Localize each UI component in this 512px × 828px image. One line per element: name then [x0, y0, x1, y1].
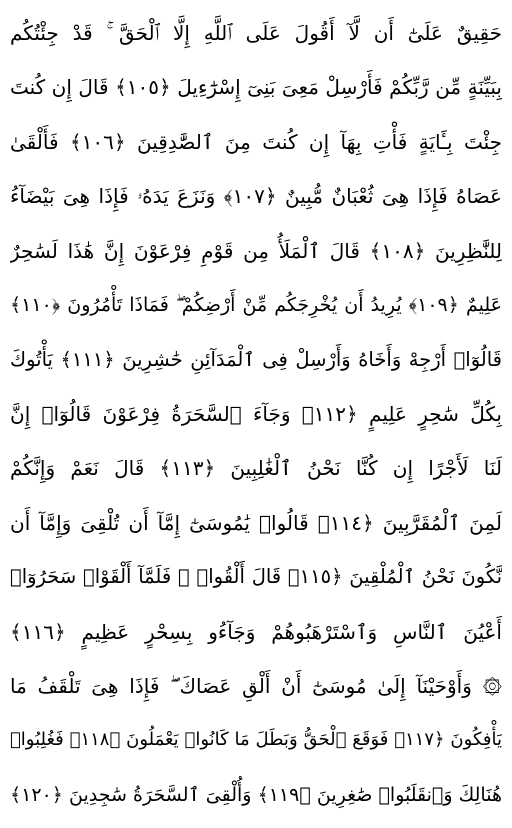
text-line-7: قَالُوٓا۟ أَرْجِهْ وَأَخَاهُ وَأَرْسِلْ فِى ٱلْمَدَآئِنِ حَٰشِرِينَ ﴿١١١﴾ يَأْتُوكَ	[10, 347, 502, 371]
text-line-12: أَعْيُنَ ٱلنَّاسِ وَٱسْتَرْهَبُوهُمْ وَجَآءُو بِسِحْرٍ عَظِيمٍ ﴿١١٦﴾	[10, 619, 502, 644]
text-line-1: حَقِيقٌ عَلَىٰٓ أَن لَّآ أَقُولَ عَلَى ٱللَّهِ إِلَّا ٱلْحَقَّ ۚ قَدْ جِئْتُكُم	[10, 21, 502, 45]
text-line-5: لِلنَّٰظِرِينَ ﴿١٠٨﴾ قَالَ ٱلْمَلَأُ مِن قَوْمِ فِرْعَوْنَ إِنَّ هَٰذَا لَسَٰحِرٌ	[10, 238, 502, 263]
text-line-13: ۞ وَأَوْحَيْنَآ إِلَىٰ مُوسَىٰٓ أَنْ أَلْقِ عَصَاكَ ۖ فَإِذَا هِىَ تَلْقَفُ مَا	[10, 674, 502, 699]
text-line-11: نَّكُونَ نَحْنُ ٱلْمُلْقِينَ ﴿١١٥﴾ قَالَ أَلْقُوا۟ ۖ فَلَمَّآ أَلْقَوْا۟ سَحَرُوٓا۟	[10, 565, 502, 589]
text-line-2: بِبَيِّنَةٍ مِّن رَّبِّكُمْ فَأَرْسِلْ مَعِىَ بَنِىٓ إِسْرَٰٓءِيلَ ﴿١٠٥﴾ قَالَ إِن كُنتَ	[10, 75, 502, 100]
text-line-10: لَمِنَ ٱلْمُقَرَّبِينَ ﴿١١٤﴾ قَالُوا۟ يَٰمُوسَىٰٓ إِمَّآ أَن تُلْقِىَ وَإِمَّآ أَن	[10, 510, 502, 535]
text-line-6: عَلِيمٌ ﴿١٠٩﴾ يُرِيدُ أَن يُخْرِجَكُم مِّنْ أَرْضِكُمْ ۖ فَمَاذَا تَأْمُرُونَ ﴿١١٠﴾	[10, 294, 502, 317]
mushaf-page	[10, 8, 502, 820]
text-line-9: لَنَا لَأَجْرًا إِن كُنَّا نَحْنُ ٱلْغَٰلِبِينَ ﴿١١٣﴾ قَالَ نَعَمْ وَإِنَّكُمْ	[10, 456, 502, 481]
text-line-15: هُنَالِكَ وَٱنقَلَبُوا۟ صَٰغِرِينَ ﴿١١٩﴾ وَأُلْقِىَ ٱلسَّحَرَةُ سَٰجِدِينَ ﴿١٢٠﴾	[10, 783, 502, 806]
text-line-14: يَأْفِكُونَ ﴿١١٧﴾ فَوَقَعَ ٱلْحَقُّ وَبَطَلَ مَا كَانُوا۟ يَعْمَلُونَ ﴿١١٨﴾ فَغُلِبُوا۟	[10, 729, 502, 751]
text-line-4: عَصَاهُ فَإِذَا هِىَ ثُعْبَانٌ مُّبِينٌ ﴿١٠٧﴾ وَنَزَعَ يَدَهُۥ فَإِذَا هِىَ بَيْضَآءُ	[10, 184, 502, 209]
text-line-8: بِكُلِّ سَٰحِرٍ عَلِيمٍ ﴿١١٢﴾ وَجَآءَ ٱلسَّحَرَةُ فِرْعَوْنَ قَالُوٓا۟ إِنَّ	[10, 401, 502, 426]
text-line-3: جِئْتَ بِـَٔايَةٍ فَأْتِ بِهَآ إِن كُنتَ مِنَ ٱلصَّٰدِقِينَ ﴿١٠٦﴾ فَأَلْقَىٰ	[10, 129, 502, 154]
